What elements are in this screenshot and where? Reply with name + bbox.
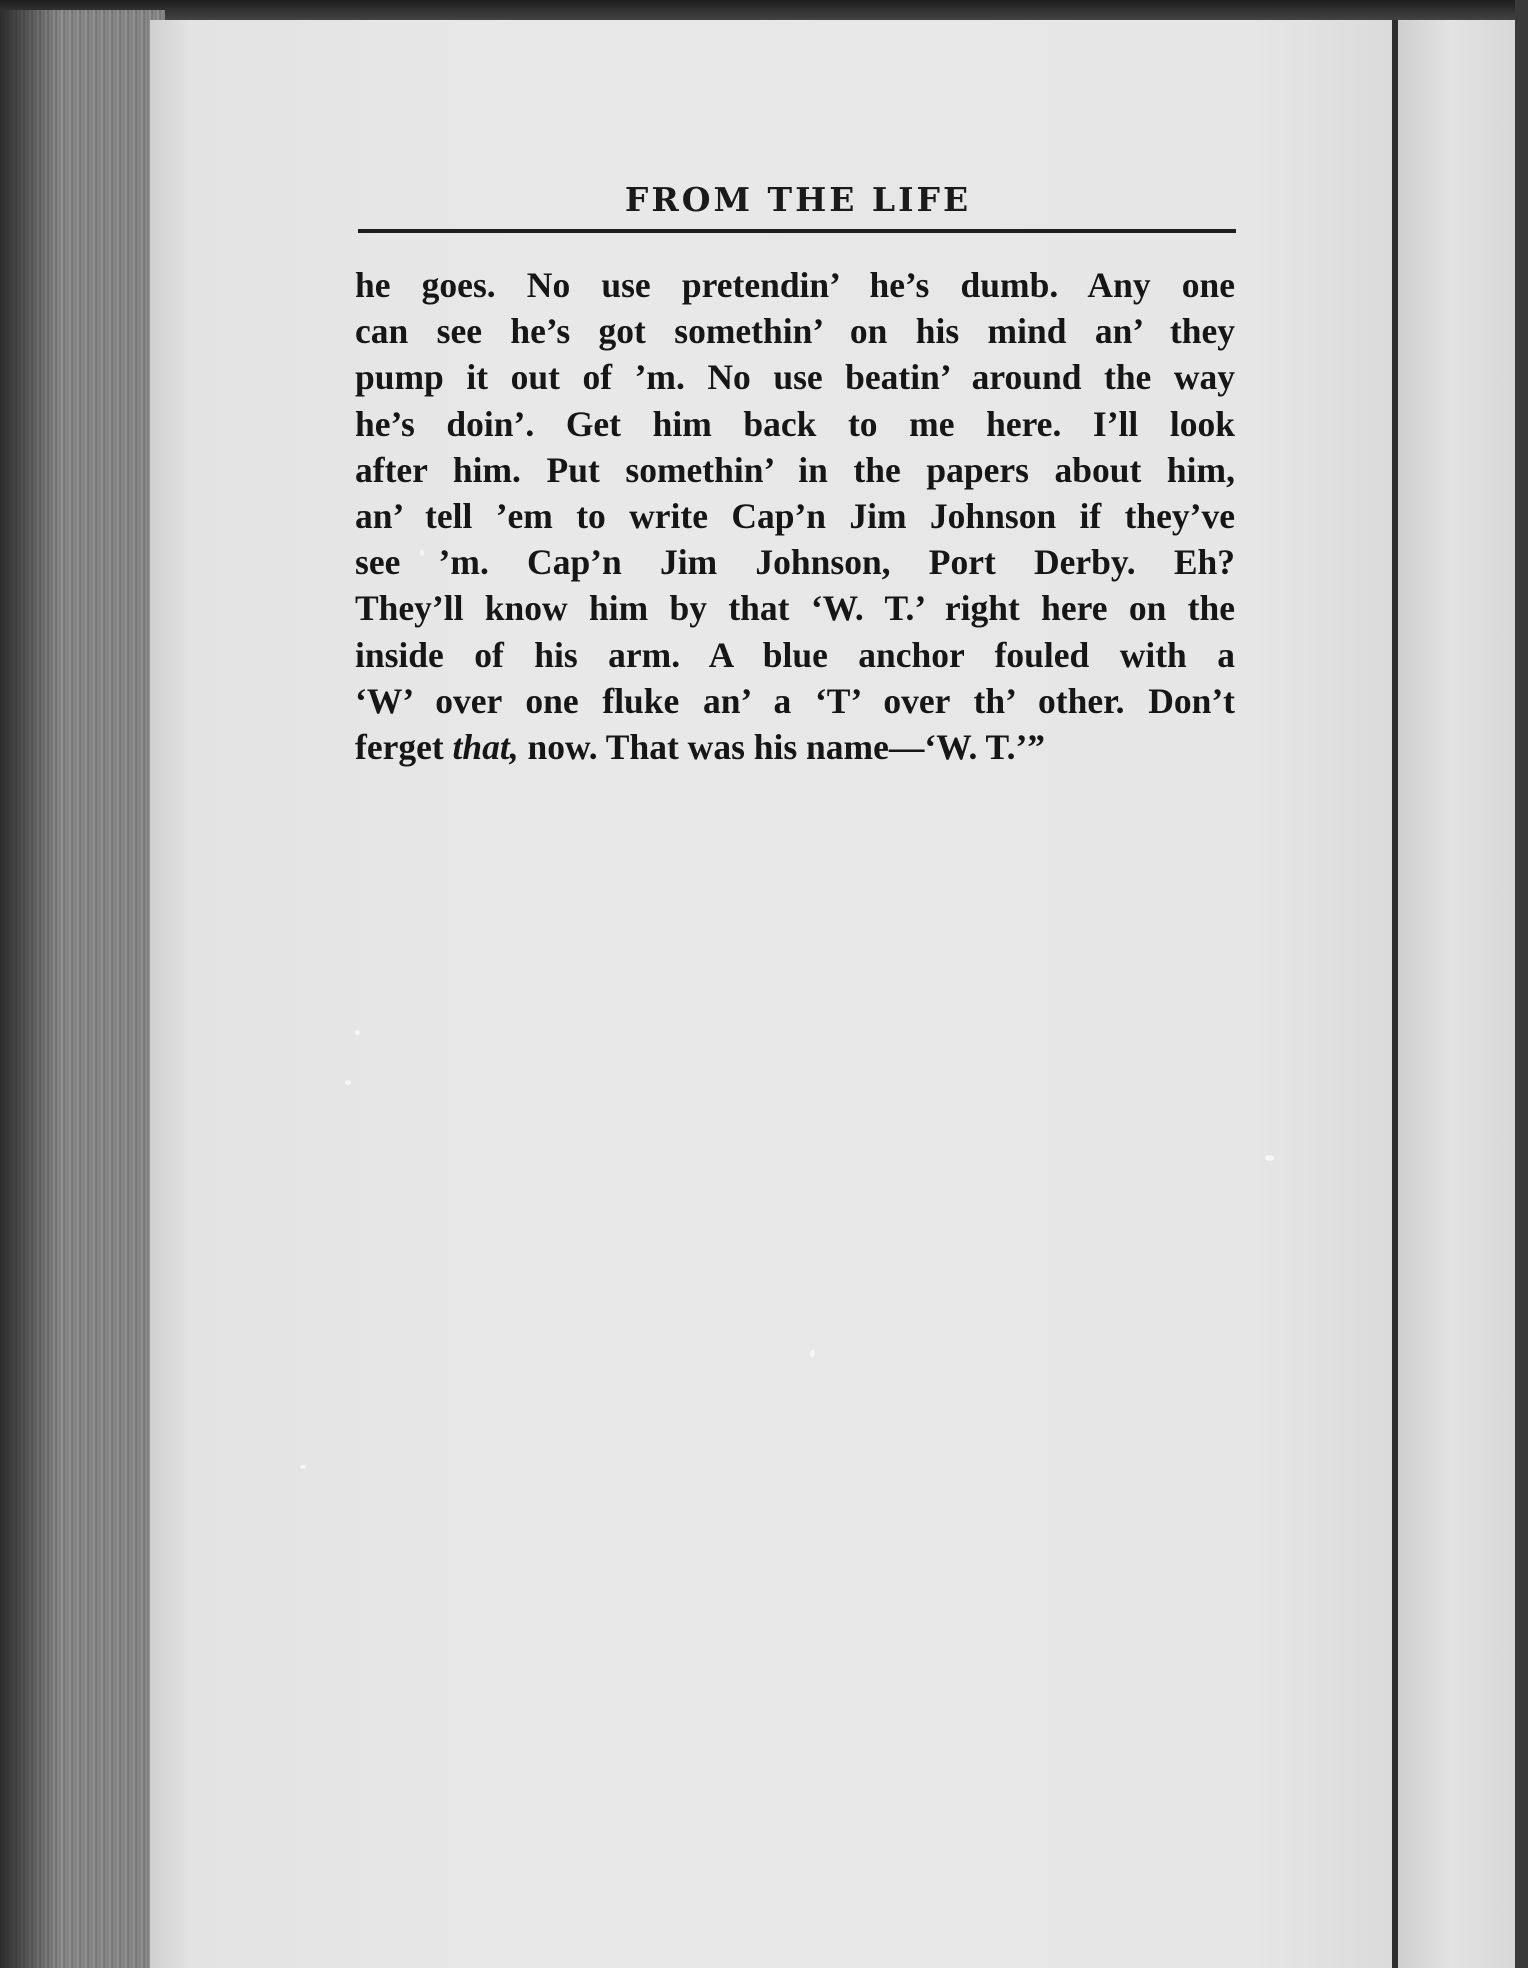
text-line: can see he’s got somethin’ on his mind an’ they: [355, 311, 1235, 352]
text-line: They’ll know him by that ‘W. T.’ right here on the: [355, 588, 1235, 629]
paper-speck: [355, 1030, 360, 1035]
header-rule: [358, 229, 1236, 233]
paper-speck: [810, 1350, 815, 1357]
text-segment: ferget: [355, 726, 453, 767]
body-text: [355, 262, 1235, 770]
paper-speck: [1265, 1155, 1274, 1161]
text-line: he’s doin’. Get him back to me here. I’ll look: [355, 403, 1235, 444]
text-line: inside of his arm. A blue anchor fouled with a: [355, 634, 1235, 675]
text-line: pump it out of ’m. No use beatin’ around the way: [355, 357, 1235, 398]
text-line: an’ tell ’em to write Cap’n Jim Johnson if they’ve: [355, 495, 1235, 536]
italic-word: that,: [452, 726, 519, 767]
adjacent-page: [1398, 20, 1528, 1968]
paper-speck: [300, 1465, 306, 1469]
paper-speck: [345, 1080, 351, 1085]
scan-right-border: [1515, 0, 1528, 1968]
book-edge-shadow: [0, 10, 60, 1968]
text-segment: now. That was his name—‘W. T.’”: [518, 726, 1046, 767]
text-line: after him. Put somethin’ in the papers about him,: [355, 449, 1235, 490]
text-line-last: [355, 724, 1235, 770]
text-line: ‘W’ over one fluke an’ a ‘T’ over th’ other. Don’t: [355, 680, 1235, 721]
text-line: he goes. No use pretendin’ he’s dumb. Any one: [355, 265, 1235, 305]
text-line: see ’m. Cap’n Jim Johnson, Port Derby. Eh?: [355, 542, 1235, 583]
running-head: FROM THE LIFE: [624, 180, 972, 219]
